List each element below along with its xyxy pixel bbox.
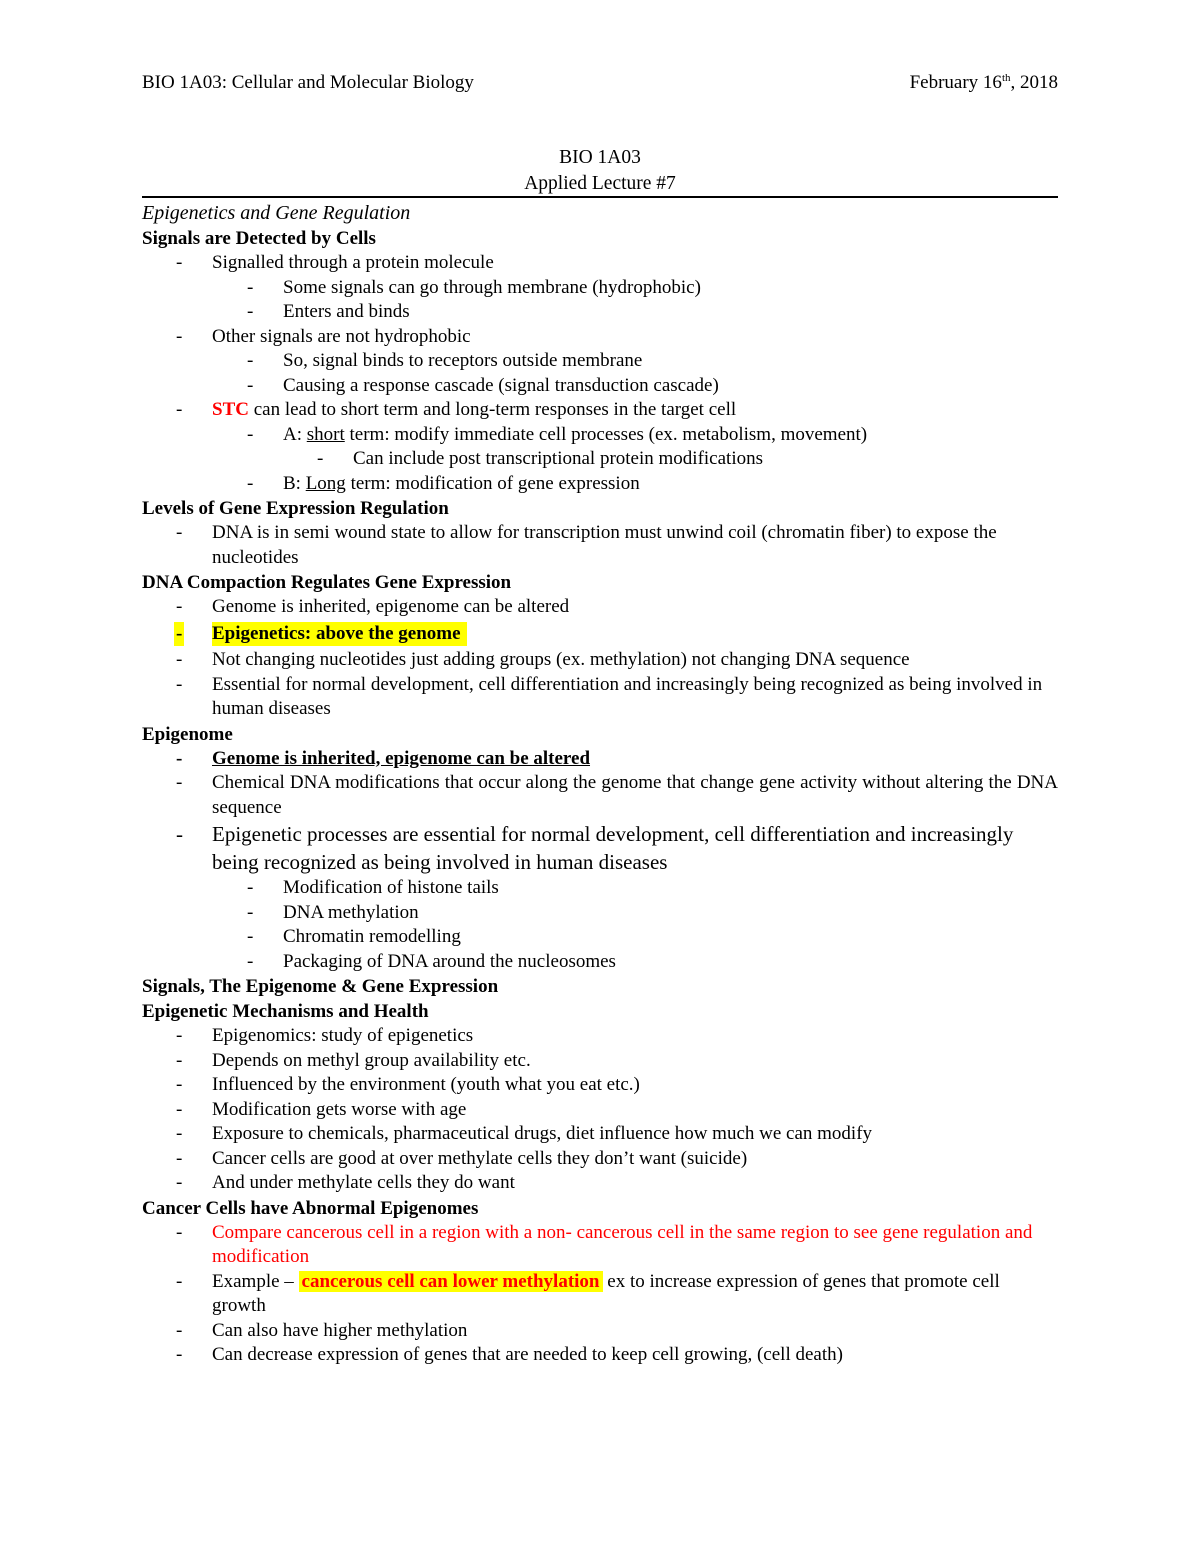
- bullet-text: Chromatin remodelling: [283, 926, 461, 947]
- bullet-text: term: modify immediate cell processes (ex. metabolism, movement): [344, 423, 868, 445]
- bullet-dash: -: [247, 301, 254, 322]
- bullet-text-prefix: B:: [283, 472, 306, 494]
- sub-bullet: [142, 950, 1058, 975]
- bold-bullet: [142, 747, 1058, 772]
- bullet-dash: -: [176, 649, 183, 670]
- title-divider: [142, 196, 1058, 198]
- bullet-text: Not changing nucleotides just adding groups (ex. methylation) not changing DNA sequence: [212, 649, 910, 670]
- bullet: [142, 595, 1058, 620]
- bullet-text: term: modification of gene expression: [345, 472, 640, 494]
- bullet-text: Modification gets worse with age: [212, 1098, 467, 1120]
- section-heading: Epigenome: [142, 723, 233, 745]
- bullet-text: Epigenetic processes are essential for normal development, cell differentiation and increasingly being recognized as being involved in human diseases: [212, 822, 1014, 874]
- bullet-text: Cancer cells are good at over methylate cells they don’t want (suicide): [212, 1147, 748, 1169]
- bullet: [142, 1147, 1058, 1172]
- bullet: [142, 1122, 1058, 1147]
- subject-heading: Epigenetics and Gene Regulation: [142, 202, 411, 224]
- bullet-text: Genome is inherited, epigenome can be altered: [212, 596, 570, 617]
- bullet-dash: -: [247, 472, 254, 494]
- bullet-dash: -: [176, 1270, 183, 1292]
- bullet-dash: -: [176, 325, 183, 347]
- bullet-text-prefix: Example –: [212, 1270, 299, 1292]
- bullet-text: DNA is in semi wound state to allow for transcription must unwind coil (chromatin fiber) to expose the nucleotides: [212, 522, 997, 568]
- bullet-text: And under methylate cells they do want: [212, 1172, 515, 1193]
- header-date-ordinal: th: [1001, 72, 1011, 84]
- bullet-dash: -: [176, 1221, 183, 1243]
- section-heading: Levels of Gene Expression Regulation: [142, 498, 449, 519]
- header-date-year: , 2018: [1010, 72, 1058, 93]
- bullet-dash: -: [176, 747, 183, 769]
- sub-bullet: [142, 276, 1058, 301]
- section-heading: Epigenetic Mechanisms and Health: [142, 1001, 429, 1022]
- bullet-dash: -: [247, 350, 254, 371]
- bullet-text: Influenced by the environment (youth what you eat etc.): [212, 1074, 640, 1095]
- bullet: [142, 1049, 1058, 1074]
- bullet-dash: -: [247, 901, 254, 923]
- section-heading: Signals, The Epigenome & Gene Expression: [142, 976, 499, 997]
- underlined-term: Long: [305, 472, 346, 494]
- bullet-dash: -: [176, 1074, 183, 1095]
- bullet-dash: -: [176, 596, 183, 617]
- bullet-dash: -: [247, 276, 254, 298]
- sub-bullet: [142, 901, 1058, 926]
- bullet-dash: -: [317, 448, 324, 469]
- bullet-text: ex to increase expression of genes that promote cell growth: [212, 1270, 1000, 1316]
- sub-bullet: [142, 925, 1058, 950]
- bullet-text: Packaging of DNA around the nucleosomes: [283, 950, 616, 972]
- bullet: [142, 1171, 1058, 1196]
- bullet: [142, 1343, 1058, 1368]
- bullet-dash: -: [176, 1025, 183, 1046]
- bullet-text: Epigenomics: study of epigenetics: [212, 1025, 474, 1046]
- header-date: [910, 70, 1058, 96]
- bullet: [142, 1073, 1058, 1098]
- stc-term: STC: [212, 399, 249, 420]
- bullet: [142, 1270, 1058, 1319]
- bullet: [142, 673, 1058, 722]
- bullet-text: Compare cancerous cell in a region with a non- cancerous cell in the same region to see gene regulation and modification: [212, 1221, 1033, 1267]
- bullet-text-prefix: A:: [283, 423, 307, 445]
- sub-sub-bullet: [142, 447, 1058, 472]
- bullet: [142, 1319, 1058, 1344]
- document-title: [142, 145, 1058, 197]
- bullet-dash: -: [176, 1123, 183, 1144]
- title-lecture: Applied Lecture #7: [524, 173, 676, 194]
- sub-bullet: [142, 876, 1058, 901]
- section-heading: Signals are Detected by Cells: [142, 228, 376, 249]
- sub-bullet: [142, 472, 1058, 497]
- bullet-text: Can also have higher methylation: [212, 1319, 468, 1341]
- bullet: [142, 251, 1058, 276]
- sub-bullet: [142, 423, 1058, 448]
- red-bullet: [142, 1221, 1058, 1270]
- bullet-dash: -: [247, 950, 254, 972]
- bullet: [142, 521, 1058, 570]
- bullet-dash: -: [176, 1049, 183, 1071]
- bullet-text: Modification of histone tails: [283, 877, 499, 898]
- bullet-dash: -: [174, 622, 184, 647]
- bullet-text: Other signals are not hydrophobic: [212, 325, 471, 347]
- bullet-text: Chemical DNA modifications that occur along the genome that change gene activity without altering the DNA sequence: [212, 772, 1058, 818]
- sub-bullet: [142, 374, 1058, 399]
- bullet-text: Depends on methyl group availability etc.: [212, 1049, 531, 1071]
- bullet: [142, 1024, 1058, 1049]
- section-heading: Cancer Cells have Abnormal Epigenomes: [142, 1197, 479, 1219]
- bullet-dash: -: [247, 423, 254, 445]
- bullet-text: So, signal binds to receptors outside membrane: [283, 350, 643, 371]
- bullet-text: Causing a response cascade (signal transduction cascade): [283, 374, 719, 396]
- bullet-dash: -: [176, 522, 183, 543]
- highlighted-red-text: cancerous cell can lower methylation: [299, 1271, 603, 1292]
- bullet-dash: -: [247, 374, 254, 396]
- bullet: [142, 820, 1058, 876]
- bullet-dash: -: [247, 926, 254, 947]
- bullet-text: Some signals can go through membrane (hydrophobic): [283, 276, 701, 298]
- sub-bullet: [142, 349, 1058, 374]
- highlighted-text: Epigenetics: above the genome: [212, 622, 467, 647]
- bullet-dash: -: [176, 399, 183, 420]
- header-date-day: February 16: [909, 72, 1002, 93]
- highlighted-bullet: [142, 622, 1058, 647]
- title-course-code: BIO 1A03: [559, 147, 641, 168]
- bullet-text: can lead to short term and long-term responses in the target cell: [248, 399, 737, 420]
- bullet: [142, 398, 1058, 423]
- bullet-text: Exposure to chemicals, pharmaceutical drugs, diet influence how much we can modify: [212, 1123, 873, 1144]
- bullet: [142, 325, 1058, 350]
- bullet-text: DNA methylation: [283, 901, 419, 923]
- bullet-dash: -: [247, 877, 254, 898]
- bullet-dash: -: [176, 1172, 183, 1193]
- bullet-text: Can decrease expression of genes that are needed to keep cell growing, (cell death): [212, 1344, 843, 1365]
- bullet-dash: -: [176, 673, 183, 695]
- bullet: [142, 1098, 1058, 1123]
- bullet-dash: -: [176, 252, 183, 273]
- notes-body: [142, 200, 1058, 1368]
- bullet: [142, 771, 1058, 820]
- bullet-dash: -: [176, 1319, 183, 1341]
- bullet-dash: -: [176, 1098, 183, 1120]
- underlined-term: short: [306, 423, 345, 445]
- bullet-dash: -: [176, 822, 183, 846]
- bullet-text: Can include post transcriptional protein modifications: [353, 448, 763, 469]
- sub-bullet: [142, 300, 1058, 325]
- bullet-dash: -: [176, 1147, 183, 1169]
- bullet-text: Enters and binds: [283, 301, 410, 322]
- bullet: [142, 648, 1058, 673]
- section-heading: DNA Compaction Regulates Gene Expression: [142, 572, 512, 593]
- header-course: BIO 1A03: Cellular and Molecular Biology: [142, 72, 474, 93]
- bullet-text: Essential for normal development, cell differentiation and increasingly being recognized as being involved in human diseases: [212, 673, 1043, 719]
- bullet-text: Genome is inherited, epigenome can be altered: [212, 747, 591, 769]
- bullet-text: Signalled through a protein molecule: [212, 252, 494, 273]
- bullet-dash: -: [176, 772, 183, 793]
- bullet-dash: -: [176, 1344, 183, 1365]
